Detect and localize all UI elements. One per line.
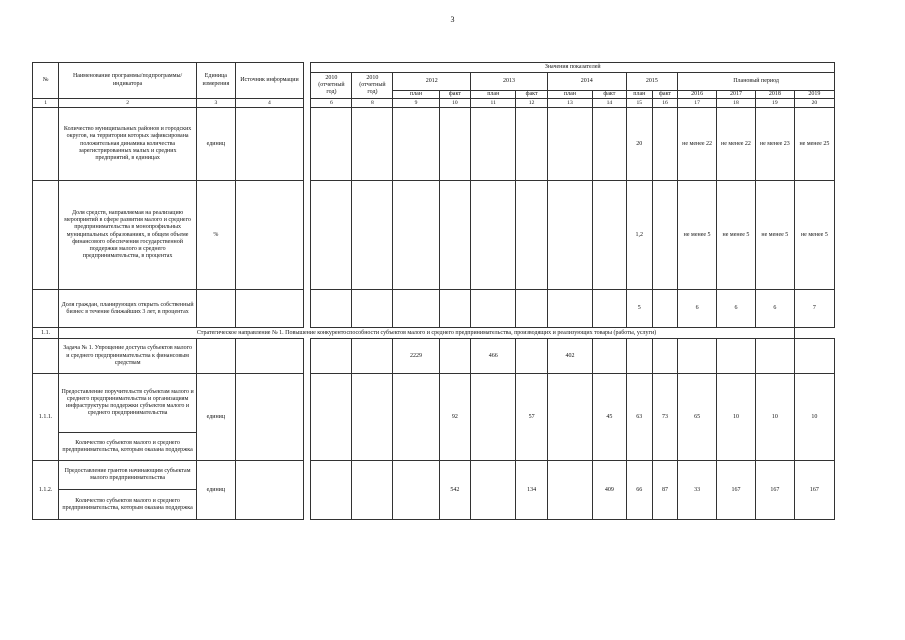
col-number: 16 bbox=[652, 99, 677, 108]
header-planned-period: Плановый период bbox=[678, 73, 835, 91]
table-row bbox=[33, 328, 835, 339]
col-number: 3 bbox=[196, 99, 235, 108]
col-number: 18 bbox=[717, 99, 756, 108]
col-number: 9 bbox=[393, 99, 439, 108]
col-number: 10 bbox=[439, 99, 471, 108]
col-number: 1 bbox=[33, 99, 59, 108]
col-number: 12 bbox=[516, 99, 548, 108]
fact-2014: 45 bbox=[593, 374, 627, 461]
value-2017: 6 bbox=[717, 290, 756, 328]
indicator-name: Количество муниципальных районов и городских округов, на территории которых зафиксирована положительная динамика количества зарегистрированных малых и средних предприятий, в единицах bbox=[59, 108, 197, 181]
header-plan-2012: план bbox=[393, 91, 439, 99]
col-number: 15 bbox=[626, 99, 652, 108]
measure-name: Предоставление поручительств субъектам малого и среднего предпринимательства и организациям инфраструктуры поддержки субъектов малого и среднего предпринимательства bbox=[59, 374, 197, 433]
plan-2015: 66 bbox=[626, 461, 652, 520]
value-2019: 167 bbox=[794, 461, 834, 520]
col-number: 19 bbox=[755, 99, 794, 108]
fact-2012: 542 bbox=[439, 461, 471, 520]
table-row bbox=[33, 461, 835, 490]
indicator-name: Доля средств, направляемая на реализацию мероприятий в сфере развития малого и среднего предпринимательства в монопрофильных муниципальных образованиях, в общем объеме финансового обеспечения государственной поддержки малого и среднего предпринимательства, в процентах bbox=[59, 181, 197, 290]
value-2017: 10 bbox=[717, 374, 756, 461]
col-number: 8 bbox=[352, 99, 393, 108]
fact-2015: 73 bbox=[652, 374, 677, 461]
header-plan-2013: план bbox=[471, 91, 516, 99]
fact-2013: 57 bbox=[516, 374, 548, 461]
plan-2015: 5 bbox=[626, 290, 652, 328]
header-2016: 2016 bbox=[678, 91, 717, 99]
table-row bbox=[33, 339, 835, 374]
table-row bbox=[33, 181, 835, 290]
indicator-unit: единиц bbox=[196, 108, 235, 181]
plan-2015: 20 bbox=[626, 108, 652, 181]
table-row bbox=[33, 108, 835, 181]
plan-2015: 63 bbox=[626, 374, 652, 461]
value-2019: 10 bbox=[794, 374, 834, 461]
value-2017: 167 bbox=[717, 461, 756, 520]
measure-unit: единиц bbox=[196, 374, 235, 461]
fact-2015: 87 bbox=[652, 461, 677, 520]
col-number: 6 bbox=[311, 99, 352, 108]
value-2018: 167 bbox=[755, 461, 794, 520]
col-number: 20 bbox=[794, 99, 834, 108]
header-2017: 2017 bbox=[717, 91, 756, 99]
plan-2012: 2229 bbox=[393, 339, 439, 374]
header-fact-2015: факт bbox=[652, 91, 677, 99]
measure-unit: единиц bbox=[196, 461, 235, 520]
value-2016: 33 bbox=[678, 461, 717, 520]
value-2018: не менее 5 bbox=[755, 181, 794, 290]
header-2012: 2012 bbox=[393, 73, 471, 91]
header-2010a: 2010 (отчетный год) bbox=[311, 73, 352, 99]
direction-number: 1.1. bbox=[33, 328, 59, 339]
row-number: 1.1.2. bbox=[33, 461, 59, 520]
value-2016: не менее 5 bbox=[678, 181, 717, 290]
measure-indicator: Количество субъектов малого и среднего предпринимательства, которым оказана поддержка bbox=[59, 490, 197, 520]
table-row bbox=[33, 374, 835, 433]
col-number: 14 bbox=[593, 99, 627, 108]
col-number: 4 bbox=[235, 99, 303, 108]
value-2018: 10 bbox=[755, 374, 794, 461]
table-row bbox=[33, 290, 835, 328]
value-2019: не менее 5 bbox=[794, 181, 834, 290]
plan-2013: 466 bbox=[471, 339, 516, 374]
direction-title: Стратегическое направление № 1. Повышение конкурентоспособности субъектов малого и среднего предпринимательства, производящих и реализующих товары (работы, услуги) bbox=[59, 328, 795, 339]
header-2018: 2018 bbox=[755, 91, 794, 99]
plan-2014: 402 bbox=[547, 339, 592, 374]
value-2018: 6 bbox=[755, 290, 794, 328]
header-2019: 2019 bbox=[794, 91, 834, 99]
page-number: 3 bbox=[450, 15, 455, 24]
header-plan-2014: план bbox=[547, 91, 592, 99]
header-num: № bbox=[33, 63, 59, 99]
fact-2013: 134 bbox=[516, 461, 548, 520]
indicator-unit: % bbox=[196, 181, 235, 290]
task-name: Задача № 1. Упрощение доступа субъектов малого и среднего предпринимательства к финансовым средствам bbox=[59, 339, 197, 374]
column-gap bbox=[304, 63, 311, 520]
header-fact-2014: факт bbox=[593, 91, 627, 99]
header-fact-2013: факт bbox=[516, 91, 548, 99]
measure-indicator: Количество субъектов малого и среднего предпринимательства, которым оказана поддержка bbox=[59, 433, 197, 461]
value-2018: не менее 23 bbox=[755, 108, 794, 181]
header-unit: Единица измерения bbox=[196, 63, 235, 99]
value-2016: 6 bbox=[678, 290, 717, 328]
value-2017: не менее 5 bbox=[717, 181, 756, 290]
col-number: 13 bbox=[547, 99, 592, 108]
value-2019: 7 bbox=[794, 290, 834, 328]
indicators-table bbox=[32, 62, 835, 520]
header-2010b: 2010 (отчетный год) bbox=[352, 73, 393, 99]
header-name: Наименование программы/подпрограммы/индикатора bbox=[59, 63, 197, 99]
value-2017: не менее 22 bbox=[717, 108, 756, 181]
row-number: 1.1.1. bbox=[33, 374, 59, 461]
col-number: 17 bbox=[678, 99, 717, 108]
value-2016: не менее 22 bbox=[678, 108, 717, 181]
value-2016: 65 bbox=[678, 374, 717, 461]
plan-2015: 1,2 bbox=[626, 181, 652, 290]
measure-name: Предоставление грантов начинающим субъектам малого предпринимательства bbox=[59, 461, 197, 490]
value-2019: не менее 25 bbox=[794, 108, 834, 181]
col-number: 2 bbox=[59, 99, 197, 108]
indicator-name: Доля граждан, планирующих открыть собственный бизнес в течение ближайших 3 лет, в процентах bbox=[59, 290, 197, 328]
header-plan-2015: план bbox=[626, 91, 652, 99]
header-2015: 2015 bbox=[626, 73, 677, 91]
header-values-title: Значения показателей bbox=[311, 63, 835, 73]
header-2014: 2014 bbox=[547, 73, 626, 91]
fact-2012: 92 bbox=[439, 374, 471, 461]
col-number: 11 bbox=[471, 99, 516, 108]
header-fact-2012: факт bbox=[439, 91, 471, 99]
header-source: Источник информации bbox=[235, 63, 303, 99]
header-2013: 2013 bbox=[471, 73, 548, 91]
fact-2014: 409 bbox=[593, 461, 627, 520]
